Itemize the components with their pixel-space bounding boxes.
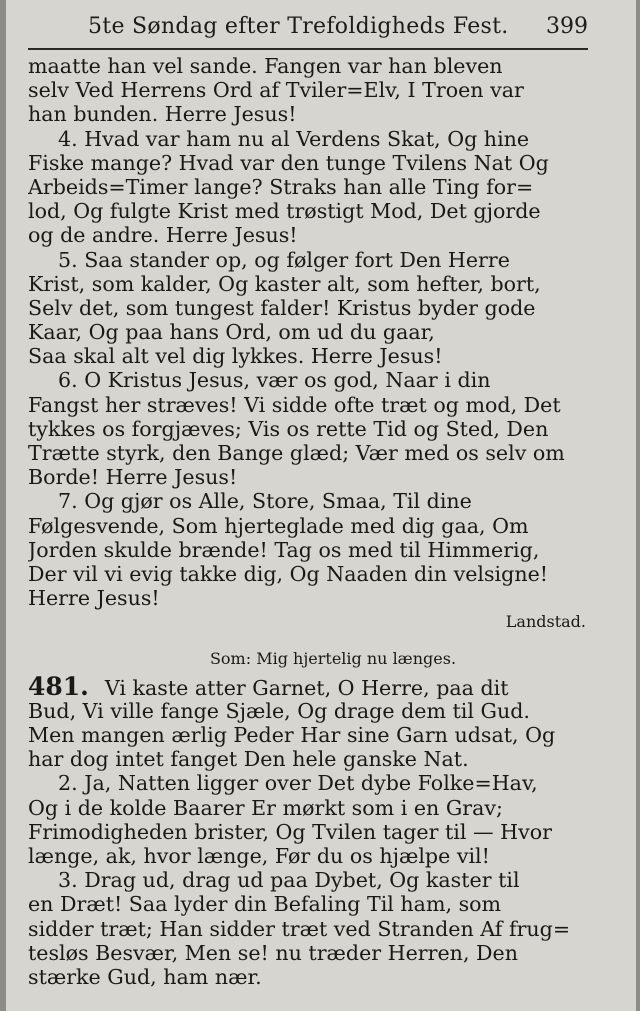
verse-line: Men mangen ærlig Peder Har sine Garn udsat, Og xyxy=(28,723,556,748)
verse-line: Arbeids=Timer lange? Straks han alle Ting for= xyxy=(28,174,534,199)
melody-indication: Som: Mig hjertelig nu længes. xyxy=(209,648,457,668)
verse-line: og de andre. Herre Jesus! xyxy=(28,223,298,248)
verse-line: maatte han vel sande. Fangen var han bleven xyxy=(28,54,503,78)
verse-line: en Dræt! Saa lyder din Befaling Til ham, som xyxy=(28,892,502,917)
verse-line: Følgesvende, Som hjerteglade med dig gaa, Om xyxy=(28,513,529,538)
book-page xyxy=(6,0,636,1011)
verse-line: Jorden skulde brænde! Tag os med til Himmerig, xyxy=(28,537,540,562)
verse-line: Og i de kolde Baarer Er mørkt som i en Grav; xyxy=(28,795,503,820)
author-attribution: Landstad. xyxy=(505,612,586,632)
verse-line: han bunden. Herre Jesus! xyxy=(28,102,297,127)
verse-line: Krist, som kalder, Og kaster alt, som hefter, bort, xyxy=(28,271,541,296)
verse-line: lod, Og fulgte Krist med trøstigt Mod, Det gjorde xyxy=(28,199,541,224)
verse-line: tykkes os forgjæves; Vis os rette Tid og Sted, Den xyxy=(28,416,549,441)
page-body xyxy=(28,54,598,989)
verse-line: stærke Gud, ham nær. xyxy=(28,964,262,989)
hymn-number: 481. xyxy=(28,674,89,699)
verse-line: længe, ak, hvor længe, Før du os hjælpe vil! xyxy=(28,844,490,869)
verse-line: Bud, Vi ville fange Sjæle, Og drage dem til Gud. xyxy=(28,698,530,723)
page-number: 399 xyxy=(546,14,588,39)
verse-line: selv Ved Herrens Ord af Tviler=Elv, I Troen var xyxy=(28,78,524,103)
verse-line: 6. O Kristus Jesus, vær os god, Naar i din xyxy=(58,368,491,393)
verse-line: 5. Saa stander op, og følger fort Den Herre xyxy=(58,247,510,272)
verse-line: Saa skal alt vel dig lykkes. Herre Jesus! xyxy=(28,344,443,369)
verse-line: Herre Jesus! xyxy=(28,586,160,611)
verse-line: Fangst her stræves! Vi sidde ofte træt og mod, Det xyxy=(28,392,561,417)
verse-line: 2. Ja, Natten ligger over Det dybe Folke=Hav, xyxy=(58,771,538,796)
verse-line: Der vil vi evig takke dig, Og Naaden din velsigne! xyxy=(28,561,549,586)
verse-line: Selv det, som tungest falder! Kristus byder gode xyxy=(28,295,536,320)
verse-line: Trætte styrk, den Bange glæd; Vær med os selv om xyxy=(28,441,565,465)
verse-line: Borde! Herre Jesus! xyxy=(28,465,238,490)
hymn-continued xyxy=(28,54,598,635)
header-rule xyxy=(28,48,588,50)
running-title: 5te Søndag efter Trefoldigheds Fest. xyxy=(88,14,509,39)
verse-line: 3. Drag ud, drag ud paa Dybet, Og kaster til xyxy=(58,868,520,893)
verse-line: 7. Og gjør os Alle, Store, Smaa, Til dine xyxy=(58,489,472,514)
verse-line: Fiske mange? Hvad var den tunge Tvilens Nat Og xyxy=(28,150,549,175)
verse-line: Vi kaste atter Garnet, O Herre, paa dit xyxy=(104,675,509,699)
verse-line: tesløs Besvær, Men se! nu træder Herren, Den xyxy=(28,940,518,965)
verse-line: Kaar, Og paa hans Ord, om ud du gaar, xyxy=(28,320,435,345)
hymn-481 xyxy=(28,647,598,990)
verse-line: sidder træt; Han sidder træt ved Stranden Af frug= xyxy=(28,916,571,941)
verse-line: har dog intet fanget Den hele ganske Nat. xyxy=(28,747,469,772)
verse-line: Frimodigheden brister, Og Tvilen tager til — Hvor xyxy=(28,819,552,844)
running-header xyxy=(88,14,588,48)
verse-line: 4. Hvad var ham nu al Verdens Skat, Og hine xyxy=(58,126,530,151)
